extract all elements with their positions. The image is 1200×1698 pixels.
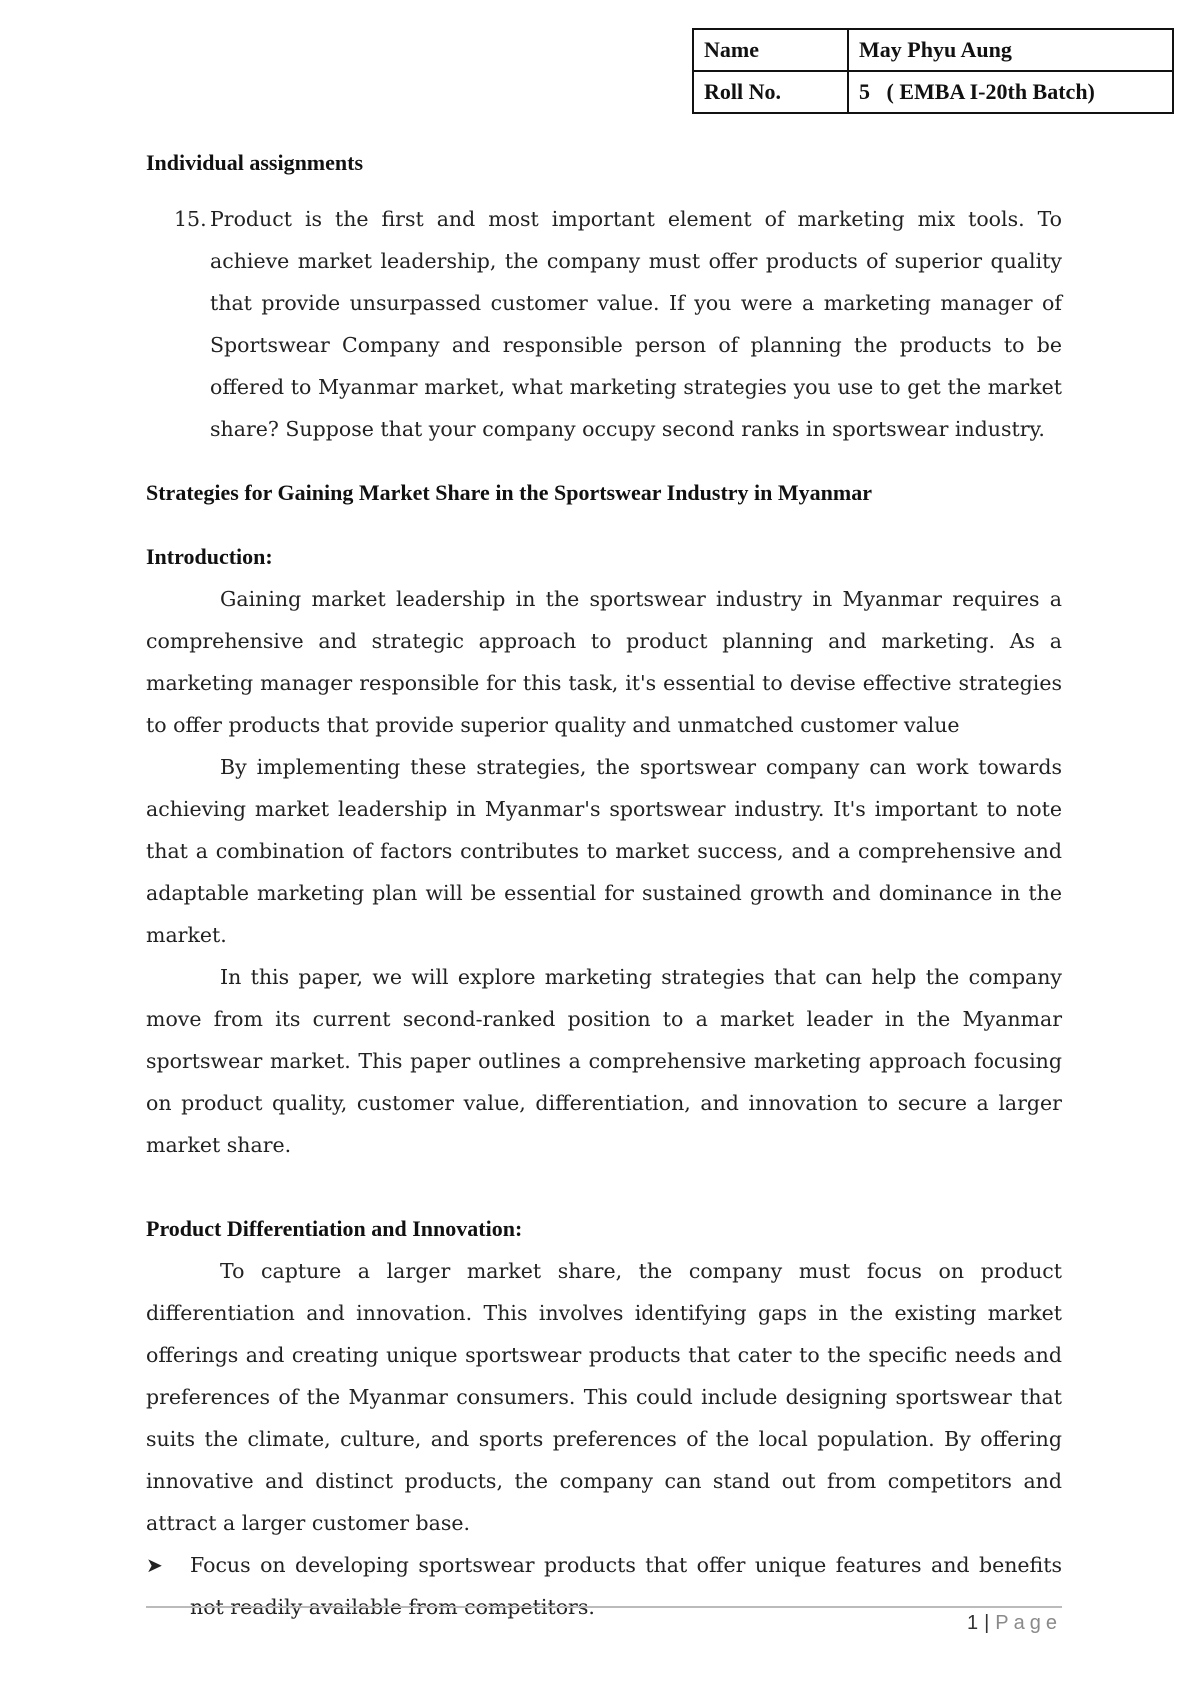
roll-row — [693, 71, 1173, 113]
question-item — [146, 198, 1062, 450]
question-number: 15. — [174, 207, 207, 231]
document-body — [146, 140, 1062, 1628]
intro-paragraph-1: Gaining market leadership in the sportswear industry in Myanmar requires a comprehensive and strategic approach to product planning and marketing. As a marketing manager responsible for this task, it's essential to devise effective strategies to offer products that provide superior quality and unmatched customer value — [146, 587, 1062, 737]
roll-label: Roll No. — [693, 71, 848, 113]
name-label: Name — [693, 29, 848, 71]
intro-paragraph-3: In this paper, we will explore marketing strategies that can help the company move from its current second-ranked position to a market leader in the Myanmar sportswear market. This paper outlines a comprehensive marketing approach focusing on product quality, customer value, differentiation, and innovation to secure a larger market share. — [146, 965, 1062, 1157]
assignments-heading: Individual assignments — [146, 150, 364, 175]
bullet-text: Focus on developing sportswear products that offer unique features and benefits not readily available from competitors. — [190, 1553, 1062, 1619]
differentiation-paragraph: To capture a larger market share, the company must focus on product differentiation and innovation. This involves identifying gaps in the existing market offerings and creating unique sportswear products that cater to the specific needs and preferences of the Myanmar consumers. This could include designing sportswear that suits the climate, culture, and sports preferences of the local population. By offering innovative and distinct products, the company can stand out from competitors and attract a larger customer base. — [146, 1259, 1062, 1535]
footer-divider — [146, 1606, 1062, 1608]
student-info-table — [692, 28, 1174, 114]
introduction-heading: Introduction: — [146, 544, 273, 569]
differentiation-heading: Product Differentiation and Innovation: — [146, 1216, 523, 1241]
intro-paragraph-2: By implementing these strategies, the sportswear company can work towards achieving market leadership in Myanmar's sportswear industry. It's important to note that a combination of factors contributes to market success, and a comprehensive and adaptable marketing plan will be essential for sustained growth and dominance in the market. — [146, 755, 1062, 947]
roll-value: 5 ( EMBA I-20th Batch) — [848, 71, 1173, 113]
footer-separator: | — [984, 1612, 990, 1634]
name-row — [693, 29, 1173, 71]
arrow-bullet-icon: ➤ — [146, 1553, 163, 1577]
page-label: Page — [995, 1612, 1062, 1634]
document-title: Strategies for Gaining Market Share in the Sportswear Industry in Myanmar — [146, 480, 872, 505]
page-number: 1 — [966, 1612, 979, 1634]
page-footer — [967, 1612, 1062, 1635]
name-value: May Phyu Aung — [848, 29, 1173, 71]
bullet-item — [146, 1544, 1062, 1628]
question-text: Product is the first and most important element of marketing mix tools. To achieve market leadership, the company must offer products of superior quality that provide unsurpassed customer value. If you were a marketing manager of Sportswear Company and responsible person of planning the products to be offered to Myanmar market, what marketing strategies you use to get the market share? Suppose that your company occupy second ranks in sportswear industry. — [210, 207, 1062, 441]
